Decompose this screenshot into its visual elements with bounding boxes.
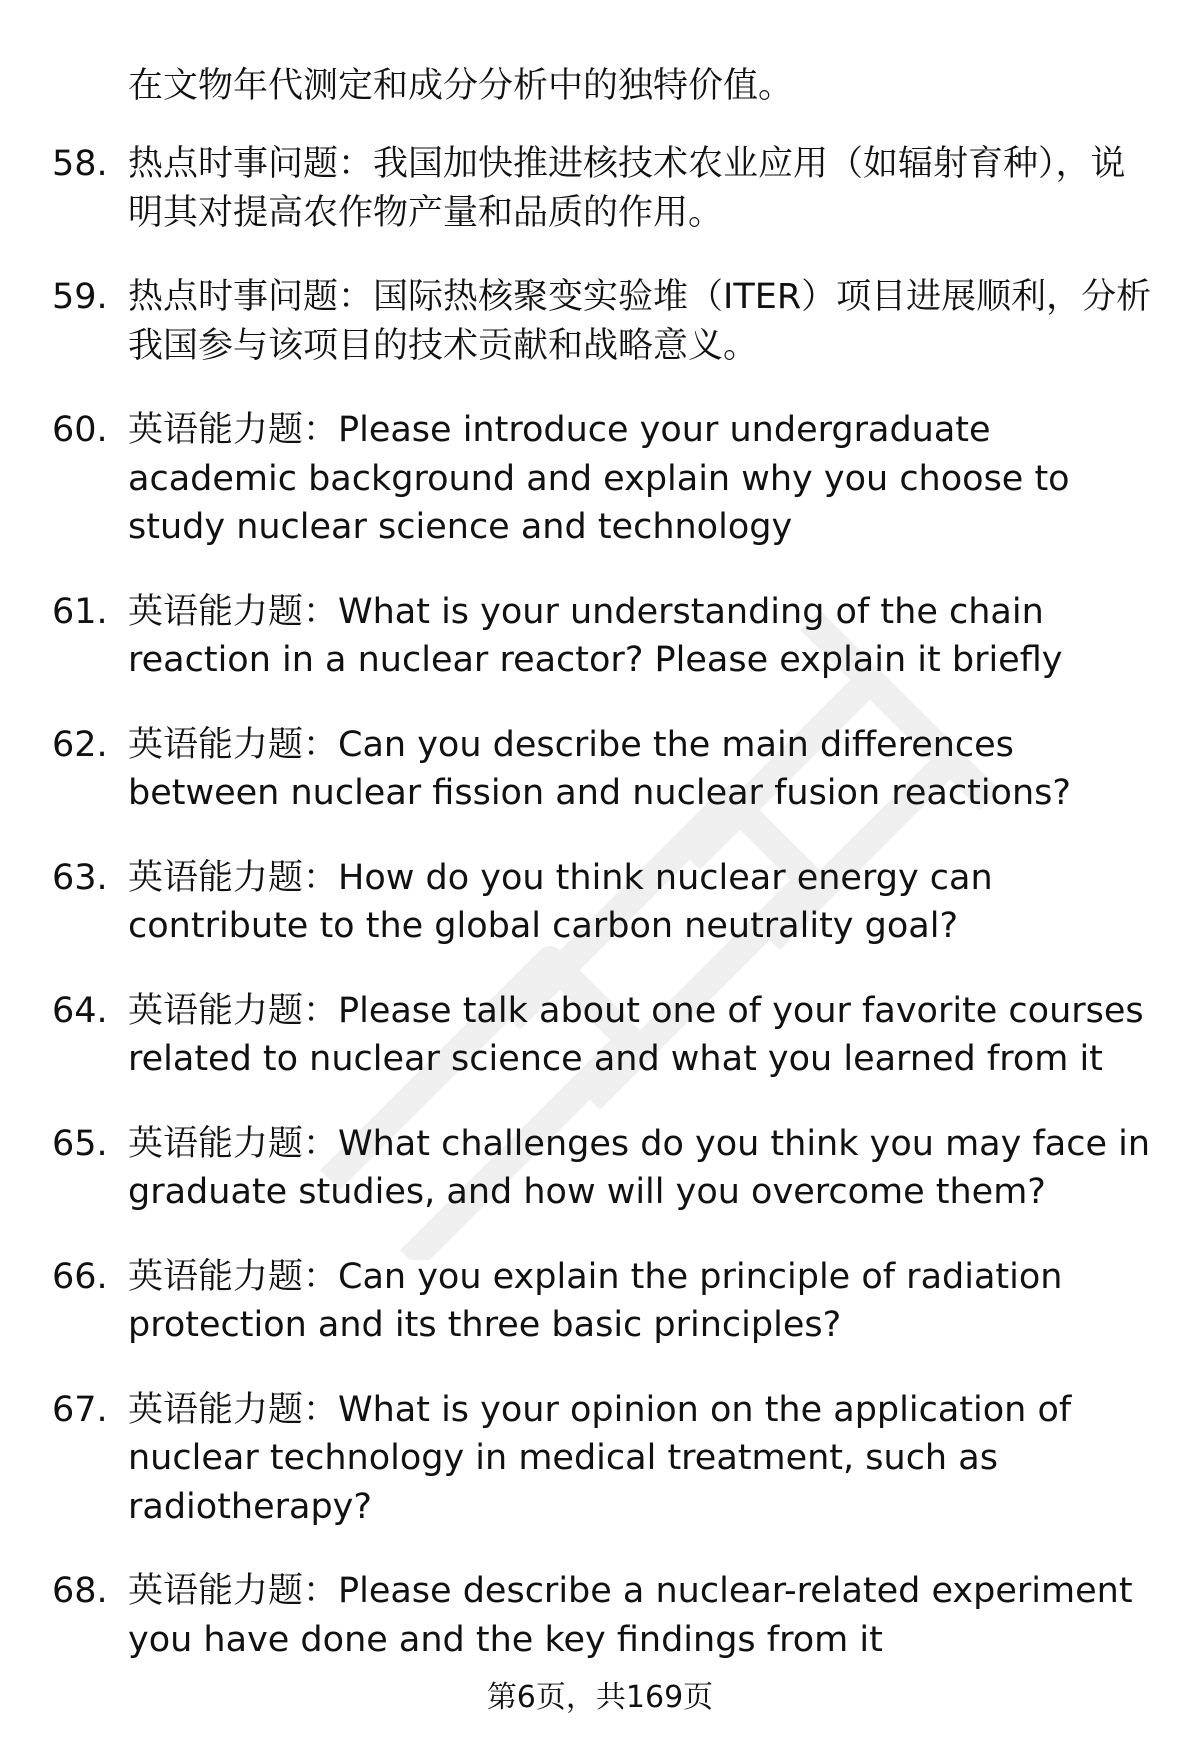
list-item xyxy=(0,588,1200,685)
question-number: 64. xyxy=(52,990,108,1031)
question-number: 68. xyxy=(52,1571,108,1611)
list-item xyxy=(0,140,1200,237)
question-list xyxy=(0,140,1200,1700)
question-number: 63. xyxy=(52,857,108,898)
list-item xyxy=(0,1386,1200,1532)
question-number: 66. xyxy=(52,1256,108,1297)
question-text: 热点时事问题：我国加快推进核技术农业应用（如辐射育种），说明其对提高农作物产量和品质的作用。 xyxy=(128,144,1126,233)
list-item xyxy=(0,1253,1200,1350)
question-text: 英语能力题：What is your opinion on the application of nuclear technology in medical treatment, such as radiotherapy? xyxy=(128,1389,1072,1527)
question-text: 英语能力题：Can you explain the principle of radiation protection and its three basic principles? xyxy=(128,1256,1063,1345)
question-text: 英语能力题：Please talk about one of your favorite courses related to nuclear science and what you learned from it xyxy=(128,990,1144,1079)
question-text: 热点时事问题：国际热核聚变实验堆（ITER）项目进展顺利，分析我国参与该项目的技术贡献和战略意义。 xyxy=(128,277,1152,366)
question-number: 60. xyxy=(52,410,108,450)
question-number: 61. xyxy=(52,591,108,632)
question-number: 62. xyxy=(52,724,108,765)
question-text: 英语能力题：What is your understanding of the chain reaction in a nuclear reactor? Please explain it briefly xyxy=(128,591,1063,680)
question-number: 67. xyxy=(52,1389,108,1430)
question-number: 65. xyxy=(52,1123,108,1164)
list-item xyxy=(0,987,1200,1084)
list-item xyxy=(0,721,1200,818)
question-text: 英语能力题：How do you think nuclear energy can contribute to the global carbon neutrality goal? xyxy=(128,857,993,946)
question-text: 英语能力题：What challenges do you think you may face in graduate studies, and how will you overcome them? xyxy=(128,1123,1151,1212)
question-text: 英语能力题：Can you describe the main differences between nuclear fission and nuclear fusion reactions? xyxy=(128,724,1071,813)
question-number: 59. xyxy=(52,277,108,317)
list-item xyxy=(0,854,1200,951)
question-text: 英语能力题：Please introduce your undergraduate academic background and explain why you choose to study nuclear science and technology xyxy=(128,410,1070,547)
list-item xyxy=(0,273,1200,370)
continuation-text: 在文物年代测定和成分分析中的独特价值。 xyxy=(128,66,794,106)
question-number: 58. xyxy=(52,144,108,184)
question-text: 英语能力题：Please describe a nuclear-related experiment you have done and the key findings from it xyxy=(128,1571,1133,1660)
list-item xyxy=(0,1120,1200,1217)
list-item xyxy=(0,406,1200,552)
page-footer: 第6页，共169页 xyxy=(486,1680,714,1715)
list-item xyxy=(0,1567,1200,1664)
